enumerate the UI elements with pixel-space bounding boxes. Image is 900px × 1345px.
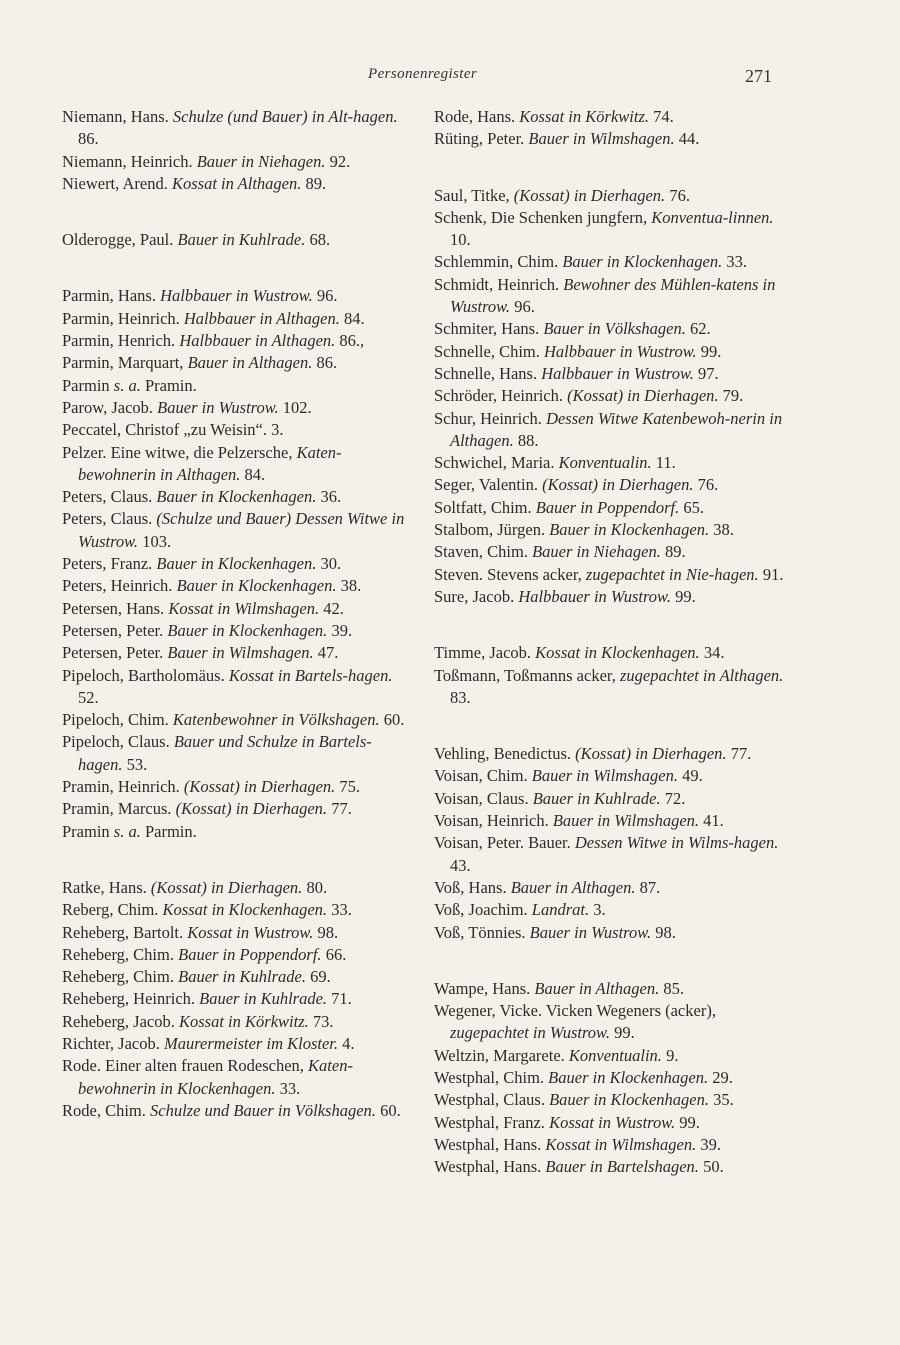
entry-description: s. a. (113, 375, 141, 395)
entry-description: Kossat in Bartels-hagen. (228, 665, 393, 685)
entry-reference: 98. (313, 922, 339, 942)
entry-name: Steven. Stevens acker, (434, 564, 586, 584)
index-entry (434, 1089, 786, 1111)
entry-description: Bauer in Wilmshagen. (528, 129, 675, 149)
index-entry (434, 899, 786, 921)
entry-name: Parow, Jacob. (62, 397, 158, 417)
entry-reference: 49. (678, 766, 703, 786)
entry-description: Bauer in Bartelshagen. (545, 1157, 699, 1177)
entry-name: Weltzin, Margarete. (434, 1045, 569, 1065)
entry-description: Schulze und Bauer in Völkshagen. (150, 1100, 376, 1120)
index-entry (434, 877, 786, 899)
entry-reference: 33. (275, 1078, 301, 1098)
entry-description: Schulze (und Bauer) in Alt-hagen. (172, 107, 398, 126)
entry-description: Kossat in Klockenhagen. (162, 900, 328, 920)
entry-name: Petersen, Peter. (62, 643, 168, 663)
entry-name: Ratke, Hans. (62, 877, 151, 897)
index-entry (62, 922, 414, 944)
entry-reference: 97. (693, 363, 719, 383)
entry-description: zugepachtet in Wustrow. (450, 1023, 610, 1043)
entry-description: Bauer in Niehagen. (532, 542, 661, 562)
index-entry (434, 1134, 786, 1156)
index-entry (62, 1100, 414, 1122)
entry-description: (Kossat) in Dierhagen. (183, 777, 336, 797)
entry-reference: 79. (718, 386, 744, 406)
entry-reference: 74. (649, 107, 674, 126)
entry-name: Reheberg, Heinrich. (62, 989, 200, 1009)
entry-description: Halbbauer in Wustrow. (544, 341, 697, 361)
entry-name: Reheberg, Chim. (62, 967, 179, 987)
entry-description: Bauer in Poppendorf. (178, 944, 322, 964)
entry-name: Petersen, Hans. (62, 598, 169, 618)
index-entry (434, 743, 786, 765)
entry-description: Halbbauer in Althagen. (183, 308, 340, 328)
entry-description: Kossat in Körkwitz. (519, 107, 649, 126)
entry-description: Halbbauer in Wustrow. (160, 286, 313, 306)
entry-reference: Parmin. (140, 821, 197, 841)
index-entry (434, 474, 786, 496)
entry-reference: 34. (699, 643, 725, 663)
entry-reference: 103. (138, 531, 172, 551)
entry-name: Westphal, Claus. (434, 1090, 550, 1110)
entry-reference: 88. (513, 430, 539, 450)
index-entry (62, 988, 414, 1010)
entry-name: Westphal, Hans. (434, 1157, 546, 1177)
entry-name: Parmin, Hans. (62, 286, 161, 306)
entry-reference: 50. (698, 1157, 724, 1177)
entry-description: Bauer in Klockenhagen. (176, 576, 337, 596)
index-entry (62, 821, 414, 843)
entry-description: (Kossat) in Dierhagen. (513, 185, 666, 205)
entry-description: Katenbewohner in Völkshagen. (172, 710, 380, 730)
index-letter-group (434, 106, 786, 151)
entry-reference: 87. (635, 877, 661, 897)
index-entry (434, 665, 786, 710)
index-entry (434, 128, 786, 150)
entry-name: Staven, Chim. (434, 542, 533, 562)
entry-name: Schlemmin, Chim. (434, 252, 563, 272)
index-entry (434, 385, 786, 407)
entry-reference: 44. (674, 129, 700, 149)
entry-reference: 33. (327, 900, 352, 920)
index-entry (434, 788, 786, 810)
entry-description: (Kossat) in Dierhagen. (150, 877, 303, 897)
entry-name: Peters, Claus. (62, 509, 157, 529)
index-entry (62, 397, 414, 419)
index-entry (434, 564, 786, 586)
entry-name: Timme, Jacob. (434, 643, 536, 663)
entry-description: Kossat in Körkwitz. (179, 1011, 309, 1031)
entry-reference: 30. (316, 554, 342, 574)
index-entry (62, 620, 414, 642)
index-entry (434, 765, 786, 787)
entry-description: (Schulze und Bauer) Dessen Witwe in Wustrow. (78, 509, 405, 551)
entry-reference: 99. (670, 586, 696, 606)
index-entry (434, 1045, 786, 1067)
index-entry (62, 553, 414, 575)
entry-name: Reheberg, Chim. (62, 944, 179, 964)
index-entry (434, 341, 786, 363)
entry-reference: 3. (589, 900, 606, 920)
entry-name: Rüting, Peter. (434, 129, 529, 149)
entry-name: Niemann, Heinrich. (62, 151, 197, 171)
entry-description: Bauer in Klockenhagen. (167, 620, 328, 640)
index-letter-group (62, 877, 414, 1122)
running-title: Personenregister (368, 66, 478, 82)
entry-description: Bauer in Wilmshagen. (167, 643, 314, 663)
entry-description: Halbbauer in Althagen. (179, 331, 336, 351)
entry-description: Kossat in Wustrow. (187, 922, 314, 942)
entry-description: Konventualin. (568, 1045, 662, 1065)
index-entry (62, 285, 414, 307)
entry-reference: 72. (660, 788, 686, 808)
entry-name: Pipeloch, Claus. (62, 732, 174, 752)
right-index-column (434, 106, 786, 1212)
entry-description: Bauer in Wilmshagen. (531, 766, 678, 786)
entry-name: Pramin (62, 821, 114, 841)
index-entry (434, 642, 786, 664)
entry-reference: 75. (335, 777, 361, 797)
entry-name: Pramin, Heinrich. (62, 777, 184, 797)
entry-description: Bauer und Schulze in Bartels-hagen. (78, 732, 372, 774)
entry-name: Toßmann, Toßmanns acker, (434, 665, 620, 685)
entry-reference: 9. (661, 1045, 679, 1065)
entry-reference: 99. (675, 1112, 700, 1132)
entry-description: Maurermeister im Kloster. (163, 1033, 338, 1053)
entry-reference: 83. (450, 687, 471, 707)
entry-description: Bauer in Klockenhagen. (549, 1090, 709, 1110)
entry-reference: 86. (312, 353, 338, 373)
entry-name: Schröder, Heinrich. (434, 386, 568, 406)
index-entry (62, 1033, 414, 1055)
entry-reference: 86., (335, 331, 365, 351)
index-entry (62, 598, 414, 620)
entry-reference: 68. (305, 230, 331, 250)
entry-name: Reberg, Chim. (62, 900, 163, 920)
index-entry (434, 978, 786, 1000)
entry-name: Schenk, Die Schenken jungfern, (434, 207, 652, 227)
index-entry (62, 106, 414, 151)
entry-reference: 92. (325, 151, 351, 171)
entry-description: Konventualin. (558, 453, 652, 473)
entry-reference: 85. (659, 978, 684, 998)
entry-description: Katen-bewohnerin in Klockenhagen. (78, 1056, 353, 1098)
entry-name: Schnelle, Hans. (434, 363, 542, 383)
index-entry (434, 207, 786, 252)
entry-reference: 10. (450, 230, 471, 250)
entry-reference: 98. (651, 922, 676, 942)
entry-description: Dessen Witwe Katenbewoh-nerin in Althagen. (450, 408, 783, 450)
entry-reference: 52. (78, 687, 99, 707)
entry-reference: 47. (313, 643, 339, 663)
entry-description: (Kossat) in Dierhagen. (575, 744, 727, 764)
entry-name: Wampe, Hans. (434, 978, 535, 998)
entry-reference: 69. (305, 967, 331, 987)
entry-name: Richter, Jacob. (62, 1033, 164, 1053)
entry-name: Peters, Heinrich. (62, 576, 177, 596)
entry-description: zugepachtet in Althagen. (619, 665, 784, 685)
index-entry (62, 173, 414, 195)
entry-reference: 35. (709, 1090, 734, 1110)
index-entry (434, 452, 786, 474)
entry-reference: 36. (316, 487, 342, 507)
entry-description: Bauer in Klockenhagen. (156, 554, 317, 574)
entry-name: Voß, Hans. (434, 877, 511, 897)
index-entry (62, 308, 414, 330)
index-entry (434, 586, 786, 608)
index-entry (62, 731, 414, 776)
entry-reference: 96. (312, 286, 338, 306)
index-entry (62, 508, 414, 553)
entry-reference: 99. (609, 1023, 635, 1043)
entry-name: Voisan, Chim. (434, 766, 532, 786)
index-letter-group (434, 185, 786, 609)
entry-description: Kossat in Wilmshagen. (168, 598, 320, 618)
index-entry (62, 442, 414, 487)
entry-name: Petersen, Peter. (62, 620, 168, 640)
entry-reference: 33. (722, 252, 748, 272)
entry-name: Saul, Titke, (434, 185, 514, 205)
entry-name: Westphal, Chim. (434, 1067, 549, 1087)
entry-reference: 53. (122, 754, 148, 774)
entry-name: Reheberg, Bartolt. (62, 922, 188, 942)
index-entry (434, 1112, 786, 1134)
entry-name: Parmin (62, 375, 114, 395)
entry-reference: 71. (327, 989, 352, 1009)
index-entry (62, 966, 414, 988)
entry-description: Bauer in Wilmshagen. (552, 811, 700, 831)
entry-description: Bewohner des Mühlen-katens in Wustrow. (450, 274, 776, 317)
entry-description: (Kossat) in Dierhagen. (567, 386, 719, 406)
entry-description: Kossat in Klockenhagen. (535, 643, 700, 663)
entry-name: Schmidt, Heinrich. (434, 274, 564, 294)
entry-description: Bauer in Klockenhagen. (156, 487, 317, 507)
index-entry (62, 1055, 414, 1100)
index-entry (434, 1067, 786, 1089)
entry-description: Bauer in Kuhlrade. (177, 230, 306, 250)
entry-reference: 41. (699, 811, 724, 831)
entry-reference: 39. (327, 620, 353, 640)
entry-name: Rode, Hans. (434, 107, 520, 126)
index-entry (62, 330, 414, 352)
entry-name: Voisan, Peter. Bauer. (434, 833, 575, 853)
index-letter-group (62, 229, 414, 251)
entry-name: Olderogge, Paul. (62, 230, 178, 250)
entry-reference: 102. (278, 397, 312, 417)
entry-description: Bauer in Althagen. (187, 353, 313, 373)
entry-description: Bauer in Völkshagen. (543, 319, 686, 339)
index-letter-group (434, 978, 786, 1179)
index-entry (62, 229, 414, 251)
index-entry (62, 151, 414, 173)
entry-name: Pipeloch, Bartholomäus. (62, 665, 229, 685)
index-entry (62, 665, 414, 710)
index-entry (62, 899, 414, 921)
entry-name: Parmin, Marquart, (62, 353, 188, 373)
index-entry (434, 251, 786, 273)
entry-name: Niewert, Arend. (62, 173, 172, 193)
index-entry (434, 810, 786, 832)
index-entry (434, 318, 786, 340)
entry-name: Voisan, Claus. (434, 788, 533, 808)
entry-reference: 84. (240, 464, 266, 484)
entry-reference: 96. (510, 297, 535, 317)
entry-name: Soltfatt, Chim. (434, 497, 536, 517)
entry-reference: 65. (679, 497, 704, 517)
entry-reference: 42. (319, 598, 344, 618)
entry-reference: 89. (660, 542, 686, 562)
entry-description: (Kossat) in Dierhagen. (542, 475, 694, 495)
index-entry (62, 798, 414, 820)
index-entry (62, 375, 414, 397)
entry-name: Voß, Tönnies. (434, 922, 530, 942)
index-letter-group (62, 285, 414, 842)
index-entry (434, 363, 786, 385)
entry-description: Bauer in Poppendorf. (535, 497, 680, 517)
entry-description: Kossat in Wustrow. (549, 1112, 676, 1132)
entry-reference: 43. (450, 855, 471, 875)
entry-reference: 99. (696, 341, 722, 361)
index-entry (62, 352, 414, 374)
index-entry (62, 486, 414, 508)
entry-reference: 38. (336, 576, 362, 596)
entry-reference: 11. (651, 453, 676, 473)
running-head (0, 66, 900, 88)
entry-description: (Kossat) in Dierhagen. (175, 799, 328, 819)
entry-description: Bauer in Klockenhagen. (549, 520, 710, 540)
entry-reference: 29. (708, 1067, 733, 1087)
index-entry (434, 408, 786, 453)
entry-reference: 76. (693, 475, 719, 495)
entry-reference: 86. (78, 129, 99, 149)
entry-name: Rode. Einer alten frauen Rodeschen, (62, 1056, 309, 1076)
entry-description: Kossat in Althagen. (171, 173, 302, 193)
index-entry (434, 832, 786, 877)
entry-description: Bauer in Althagen. (534, 978, 660, 998)
entry-name: Parmin, Heinrich. (62, 308, 184, 328)
entry-name: Schmiter, Hans. (434, 319, 544, 339)
entry-description: Bauer in Wustrow. (529, 922, 652, 942)
entry-name: Peccatel, Christof „zu Weisin“. 3. (62, 420, 284, 440)
entry-name: Voisan, Heinrich. (434, 811, 553, 831)
index-entry (434, 106, 786, 128)
entry-reference: 4. (338, 1033, 355, 1053)
entry-name: Wegener, Vicke. Vicken Wegeners (acker), (434, 1001, 716, 1021)
entry-description: s. a. (113, 821, 141, 841)
entry-reference: 76. (665, 185, 690, 205)
entry-reference: 38. (709, 520, 734, 540)
index-entry (62, 944, 414, 966)
index-entry (62, 709, 414, 731)
entry-reference: 60. (375, 1100, 401, 1120)
entry-name: Schur, Heinrich. (434, 408, 547, 428)
entry-name: Pipeloch, Chim. (62, 710, 173, 730)
entry-reference: 84. (339, 308, 365, 328)
entry-name: Sure, Jacob. (434, 586, 519, 606)
entry-reference: 60. (379, 710, 405, 730)
entry-name: Westphal, Hans. (434, 1134, 546, 1154)
entry-name: Peters, Franz. (62, 554, 157, 574)
index-letter-group (62, 106, 414, 195)
index-entry (434, 922, 786, 944)
entry-name: Seger, Valentin. (434, 475, 543, 495)
index-entry (434, 519, 786, 541)
entry-reference: 66. (321, 944, 347, 964)
entry-name: Reheberg, Jacob. (62, 1011, 179, 1031)
page-number: 271 (745, 66, 772, 86)
entry-description: Landrat. (531, 900, 590, 920)
entry-reference: 77. (726, 744, 752, 764)
index-entry (434, 1156, 786, 1178)
entry-description: Bauer in Kuhlrade. (178, 967, 306, 987)
entry-description: Halbbauer in Wustrow. (541, 363, 694, 383)
index-entry (434, 541, 786, 563)
entry-reference: 77. (327, 799, 352, 819)
entry-name: Westphal, Franz. (434, 1112, 550, 1132)
index-entry (62, 1011, 414, 1033)
entry-description: Bauer in Kuhlrade. (199, 989, 328, 1009)
entry-description: Kossat in Wilmshagen. (545, 1134, 697, 1154)
entry-reference: 80. (302, 877, 328, 897)
entry-description: Bauer in Klockenhagen. (548, 1067, 709, 1087)
entry-description: Konventua-linnen. (651, 207, 774, 227)
index-entry (62, 642, 414, 664)
entry-name: Parmin, Henrich. (62, 331, 180, 351)
entry-description: Halbbauer in Wustrow. (518, 586, 671, 606)
entry-description: Bauer in Wustrow. (157, 397, 279, 417)
entry-reference: 62. (685, 319, 711, 339)
entry-description: Dessen Witwe in Wilms-hagen. (574, 833, 779, 853)
entry-description: Bauer in Althagen. (510, 877, 636, 897)
entry-description: Bauer in Niehagen. (196, 151, 326, 171)
index-entry (434, 497, 786, 519)
entry-name: Schwichel, Maria. (434, 453, 559, 473)
entry-name: Pelzer. Eine witwe, die Pelzersche, (62, 442, 297, 462)
index-entry (434, 274, 786, 319)
entry-name: Schnelle, Chim. (434, 341, 544, 361)
index-entry (62, 776, 414, 798)
entry-name: Voß, Joachim. (434, 900, 532, 920)
entry-description: Katen-bewohnerin in Althagen. (78, 442, 342, 484)
entry-reference: 91. (758, 564, 784, 584)
index-entry (62, 419, 414, 441)
entry-name: Rode, Chim. (62, 1100, 151, 1120)
index-letter-group (434, 642, 786, 709)
index-entry (62, 877, 414, 899)
entry-reference: Pramin. (140, 375, 197, 395)
index-entry (434, 185, 786, 207)
entry-reference: 39. (696, 1134, 721, 1154)
entry-name: Peters, Claus. (62, 487, 157, 507)
entry-reference: 73. (308, 1011, 334, 1031)
entry-reference: 89. (301, 173, 327, 193)
entry-name: Vehling, Benedictus. (434, 744, 576, 764)
index-entry (434, 1000, 786, 1045)
entry-description: Bauer in Kuhlrade. (532, 788, 661, 808)
index-letter-group (434, 743, 786, 944)
entry-name: Pramin, Marcus. (62, 799, 176, 819)
left-index-column (62, 106, 414, 1156)
index-entry (62, 575, 414, 597)
entry-description: Bauer in Klockenhagen. (562, 252, 723, 272)
entry-description: zugepachtet in Nie-hagen. (585, 564, 759, 584)
entry-name: Stalbom, Jürgen. (434, 520, 550, 540)
entry-name: Niemann, Hans. (62, 107, 173, 126)
